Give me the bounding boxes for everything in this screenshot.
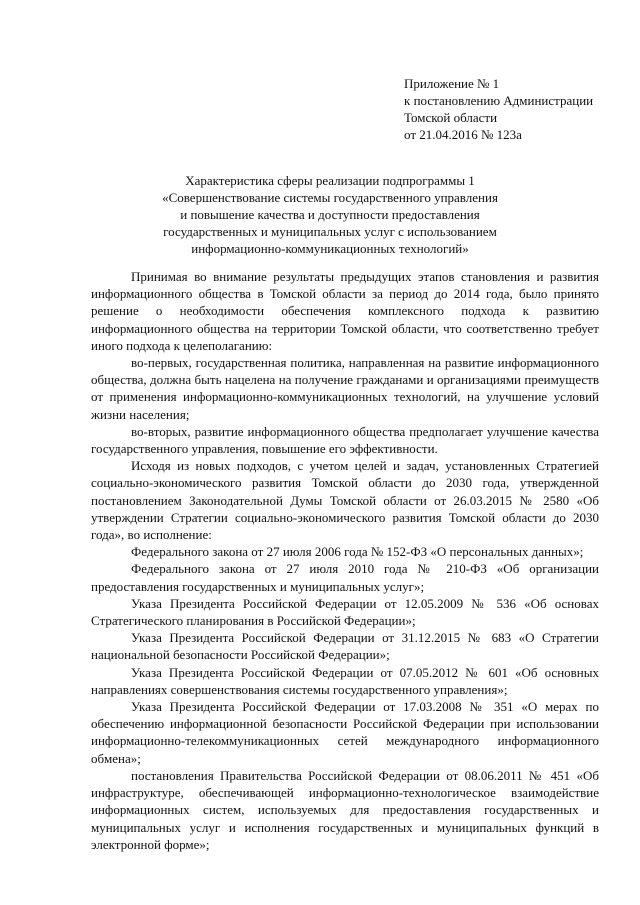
body-paragraph: Федерального закона от 27 июля 2010 года № 210-ФЗ «Об организации предоставления государственных и муниципальных услуг»; [91,561,599,594]
title-line: Характеристика сферы реализации подпрограммы 1 [185,173,475,188]
appendix-line: Приложение № 1 [404,76,500,91]
body-paragraph: во-вторых, развитие информационного общества предполагает улучшение качества государственного управления, повышение его эффективности. [91,423,599,457]
document-title [80,172,580,257]
appendix-header [404,75,634,143]
body-paragraph: Указа Президента Российской Федерации от 07.05.2012 № 601 «Об основных направлениях совершенствования системы государственного управления»; [91,664,599,697]
body-paragraph: Указа Президента Российской Федерации от 31.12.2015 № 683 «О Стратегии национальной безопасности Российской Федерации»; [91,630,599,663]
body-paragraph: Принимая во внимание результаты предыдущих этапов становления и развития информационного общества в Томской области за период до 2014 года, было принято решение о необходимости обеспечения комплексного подхода к развитию информационного общества на территории Томской области, что соответственно требует иного подхода к целеполаганию: [91,269,599,353]
body-paragraph: Исходя из новых подходов, с учетом целей и задач, установленных Стратегией социально-экономического развития Томской области до 2030 года, утвержденной постановлением Законодательной Думы Томской области от 26.03.2015 № 2580 «Об утверждении Стратегии социально-экономического развития Томской области до 2030 года», во исполнение: [91,458,599,543]
title-line: и повышение качества и доступности предоставления [180,207,480,222]
body-paragraph: во-первых, государственная политика, направленная на развитие информационного общества, должна быть нацелена на получение гражданами и организациями преимуществ от применения информационно-коммуникационных технологий, на улучшение условий жизни населения; [91,355,599,422]
title-line: государственных и муниципальных услуг с использованием [163,224,497,239]
body-paragraph: Указа Президента Российской Федерации от 12.05.2009 № 536 «Об основах Стратегического планирования в Российской Федерации»; [91,595,599,629]
body-paragraph: Указа Президента Российской Федерации от 17.03.2008 № 351 «О мерах по обеспечению информационной безопасности Российской Федерации при использовании информационно-телекоммуникационных сетей международного информационного обмена»; [91,699,599,766]
appendix-line: от 21.04.2016 № 123а [404,127,522,142]
title-line: «Совершенствование системы государственного управления [162,190,498,205]
body-paragraph: Федерального закона от 27 июля 2006 года № 152-ФЗ «О персональных данных»; [131,544,584,560]
appendix-line: Томской области [404,110,498,125]
title-line: информационно-коммуникационных технологий» [191,241,469,256]
appendix-line: к постановлению Администрации [404,93,594,108]
body-paragraph: постановления Правительства Российской Федерации от 08.06.2011 № 451 «Об инфраструктуре, обеспечивающей информационно-технологическое взаимодействие информационных систем, используемых для предоставления государственных и муниципальных услуг и исполнения государственных и муниципальных функций в электронной форме»; [91,767,599,852]
document-body [91,268,599,853]
